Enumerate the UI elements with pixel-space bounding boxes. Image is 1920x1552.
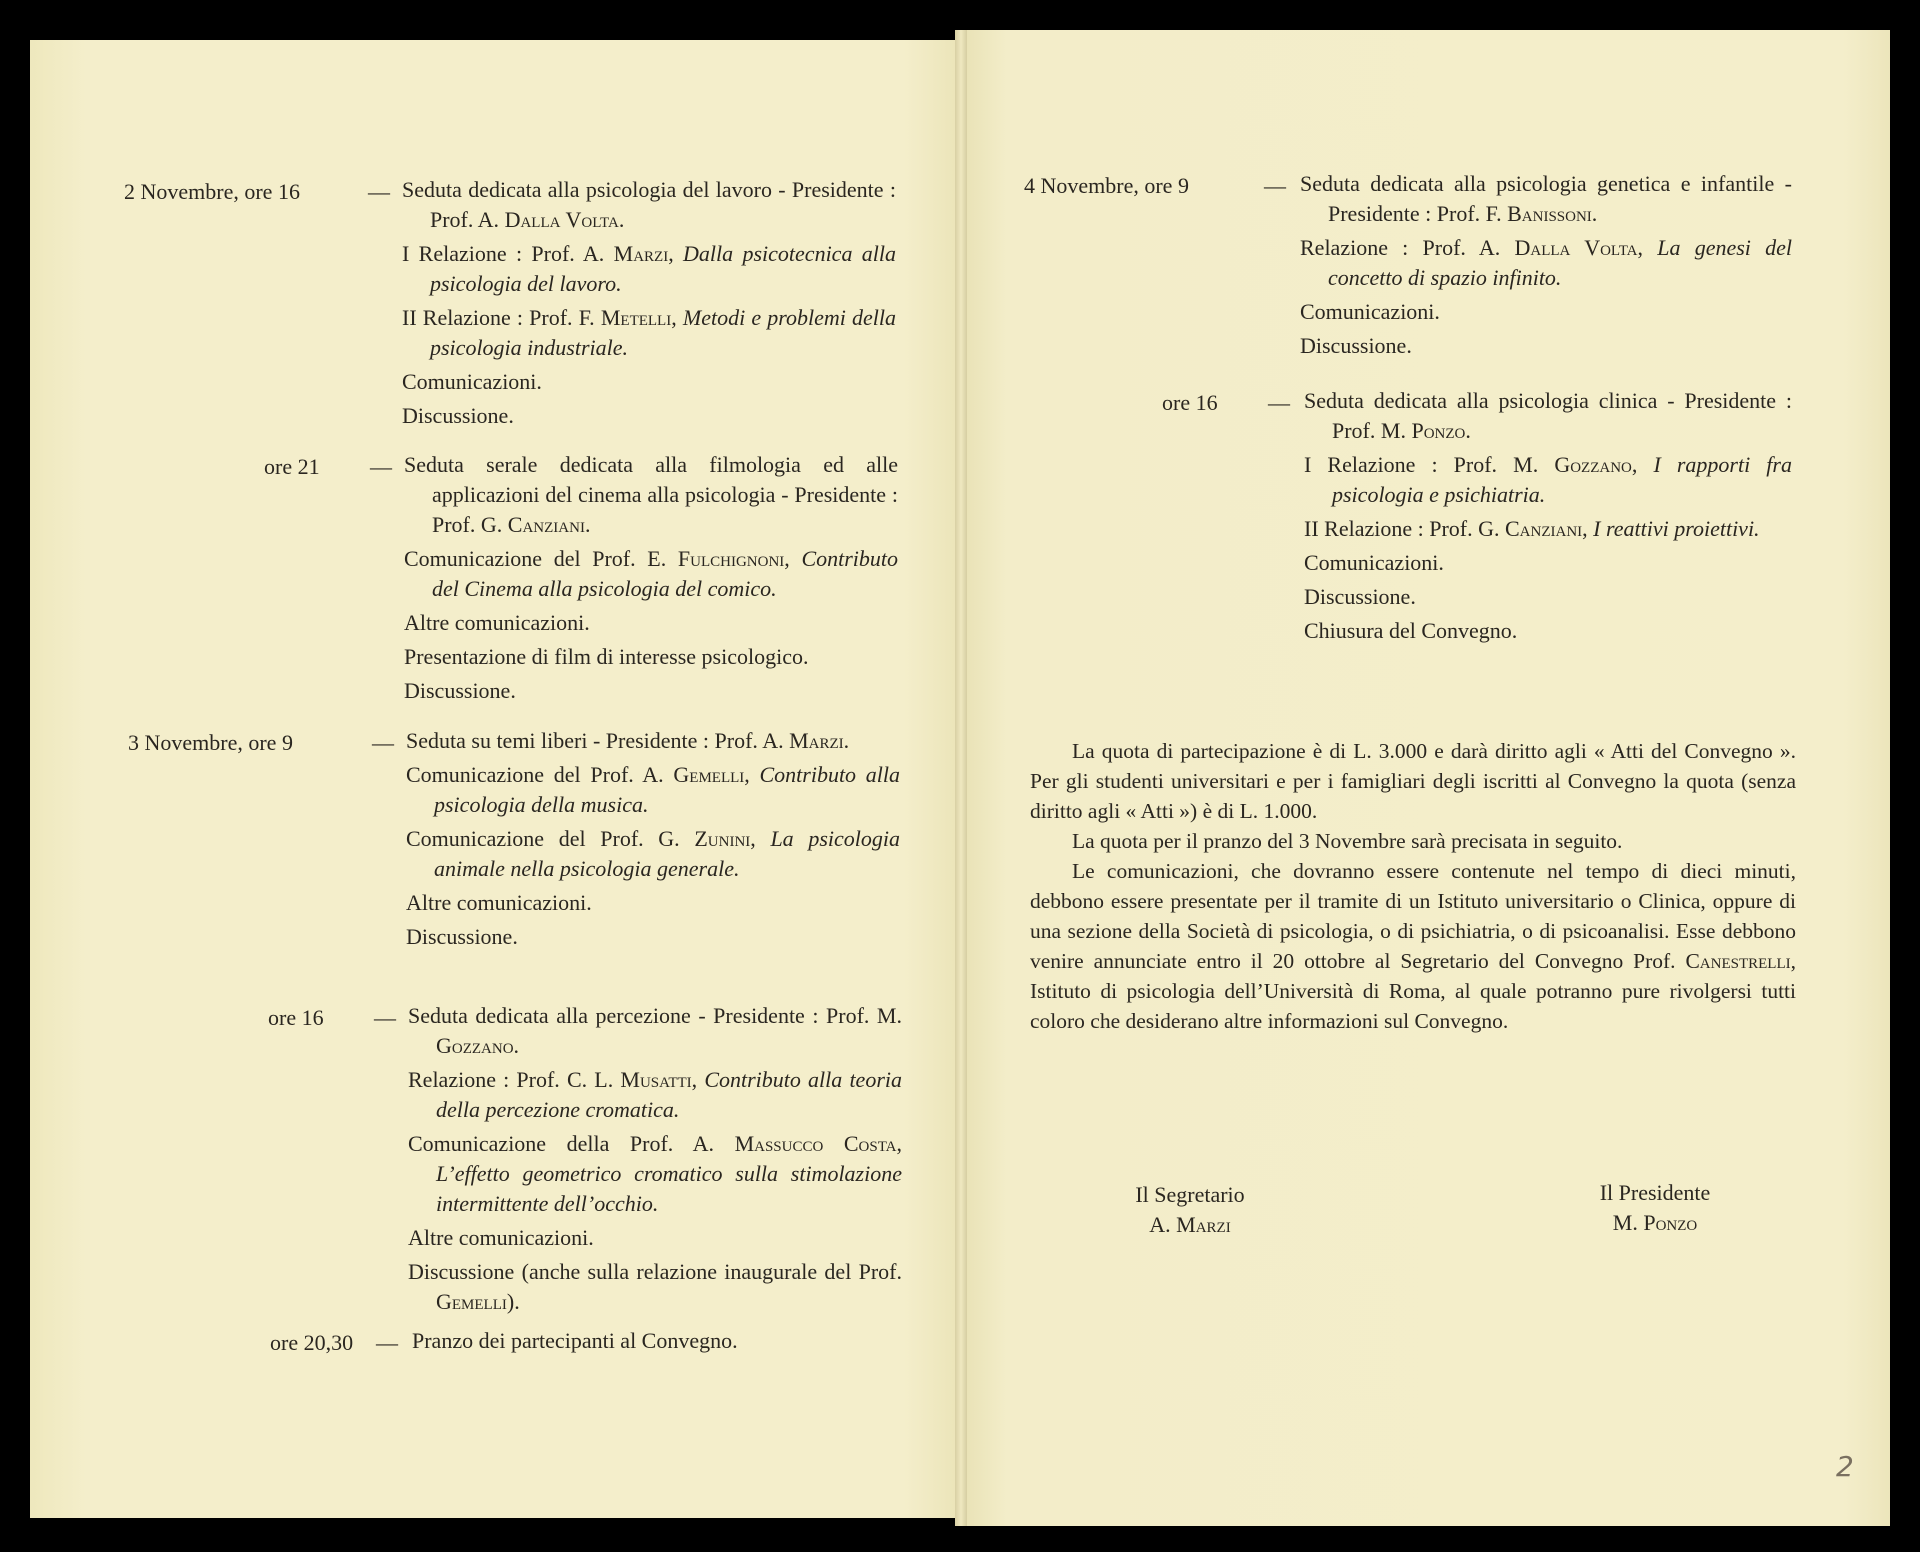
- session-block: [408, 1001, 902, 1321]
- other-communications: Altre comunicazioni.: [408, 1225, 594, 1250]
- other-communications: Altre comunicazioni.: [406, 890, 592, 915]
- dash: —: [1264, 173, 1286, 198]
- discussion: Discussione.: [402, 403, 514, 428]
- session-title: Seduta serale dedicata alla filmologia ed alle applicazioni del cinema alla psicologia - Presidente : Prof. G. Canziani.: [404, 452, 898, 537]
- session-date: ore 20,30: [270, 1330, 354, 1355]
- dash: —: [370, 454, 392, 479]
- dash: —: [368, 179, 390, 204]
- session-date: 3 Novembre, ore 9: [128, 730, 293, 755]
- session-block: [404, 450, 898, 710]
- communication: Comunicazione del Prof. A. Gemelli, Contributo alla psicologia della musica.: [406, 762, 900, 817]
- session-block: [402, 175, 896, 435]
- communication: Comunicazione della Prof. A. Massucco Costa, L’effetto geometrico cromatico sulla stimolazione intermittente dell’occhio.: [408, 1131, 902, 1216]
- notice-text: [1030, 736, 1796, 1036]
- dash: —: [374, 1005, 396, 1030]
- session-title: Seduta dedicata alla psicologia genetica e infantile - Presidente : Prof. F. Banissoni.: [1300, 171, 1792, 226]
- report: I Relazione : Prof. M. Gozzano, I rapporti fra psicologia e psichiatria.: [1304, 452, 1792, 507]
- session-title: Pranzo dei partecipanti al Convegno.: [412, 1328, 738, 1353]
- other-communications: Altre comunicazioni.: [404, 610, 590, 635]
- signature-president: [1555, 1178, 1755, 1238]
- session-block: [1304, 386, 1792, 650]
- film-presentation: Presentazione di film di interesse psicologico.: [404, 644, 809, 669]
- report: I Relazione : Prof. A. Marzi, Dalla psicotecnica alla psicologia del lavoro.: [402, 241, 897, 296]
- session-title: Seduta su temi liberi - Presidente : Prof. A. Marzi.: [406, 728, 850, 753]
- session-title: Seduta dedicata alla psicologia clinica - Presidente : Prof. M. Ponzo.: [1304, 388, 1792, 443]
- communications: Comunicazioni.: [1300, 299, 1440, 324]
- session-title: Seduta dedicata alla psicologia del lavoro - Presidente : Prof. A. Dalla Volta.: [402, 177, 896, 232]
- discussion: Discussione.: [406, 924, 518, 949]
- signature-secretary: [1090, 1180, 1290, 1240]
- report: Relazione : Prof. A. Dalla Volta, La genesi del concetto di spazio infinito.: [1300, 235, 1792, 290]
- closing: Chiusura del Convegno.: [1304, 618, 1518, 643]
- discussion: Discussione.: [1300, 333, 1412, 358]
- communication: Comunicazione del Prof. G. Zunini, La psicologia animale nella psicologia generale.: [406, 826, 900, 881]
- session-block: [412, 1326, 906, 1360]
- discussion: Discussione.: [404, 678, 516, 703]
- paragraph: Le comunicazioni, che dovranno essere contenute nel tempo di dieci minuti, debbono essere presentate per il tramite di un Istituto universitario o Clinica, oppure di una sezione della Società di psicologia, o di psichiatria, o di psicoanalisi. Esse debbono venire annunciate entro il 20 ottobre al Segretario del Convegno Prof. Canestrelli, Istituto di psicologia dell’Università di Roma, al quale potranno pure rivolgersi tutti coloro che desiderano altre informazioni sul Convegno.: [1030, 859, 1797, 1033]
- paragraph: La quota per il pranzo del 3 Novembre sarà precisata in seguito.: [1072, 829, 1623, 853]
- session-date: ore 16: [268, 1005, 324, 1030]
- paragraph: La quota di partecipazione è di L. 3.000 e darà diritto agli « Atti del Convegno ». Per gli studenti universitari e per i famigliari degli iscritti al Convegno la quota (senza diritto agli « Atti ») è di L. 1.000.: [1030, 739, 1796, 823]
- report: II Relazione : Prof. F. Metelli, Metodi e problemi della psicologia industriale.: [402, 305, 897, 360]
- session-date: ore 16: [1162, 390, 1218, 415]
- session-block: [1300, 169, 1792, 365]
- session-title: Seduta dedicata alla percezione - Presidente : Prof. M. Gozzano.: [408, 1003, 902, 1058]
- communications: Comunicazioni.: [1304, 550, 1444, 575]
- discussion: Discussione.: [1304, 584, 1416, 609]
- communication: Comunicazione del Prof. E. Fulchignoni, Contributo del Cinema alla psicologia del comico.: [404, 546, 899, 601]
- signature-name: A. Marzi: [1149, 1212, 1231, 1237]
- discussion: Discussione (anche sulla relazione inaugurale del Prof. Gemelli).: [408, 1259, 902, 1314]
- signature-name: M. Ponzo: [1612, 1210, 1698, 1235]
- signature-role: Il Segretario: [1135, 1182, 1245, 1207]
- session-date: ore 21: [264, 454, 320, 479]
- session-date: 2 Novembre, ore 16: [124, 179, 300, 204]
- report: II Relazione : Prof. G. Canziani, I reattivi proiettivi.: [1304, 516, 1760, 541]
- dash: —: [1268, 390, 1290, 415]
- dash: —: [376, 1330, 398, 1355]
- session-date: 4 Novembre, ore 9: [1024, 173, 1189, 198]
- book-spine: [955, 30, 967, 1526]
- communications: Comunicazioni.: [402, 369, 542, 394]
- signature-role: Il Presidente: [1599, 1180, 1711, 1205]
- dash: —: [372, 730, 394, 755]
- session-block: [406, 726, 900, 956]
- page-number: 2: [1836, 1450, 1854, 1483]
- report: Relazione : Prof. C. L. Musatti, Contributo alla teoria della percezione cromatica.: [408, 1067, 902, 1122]
